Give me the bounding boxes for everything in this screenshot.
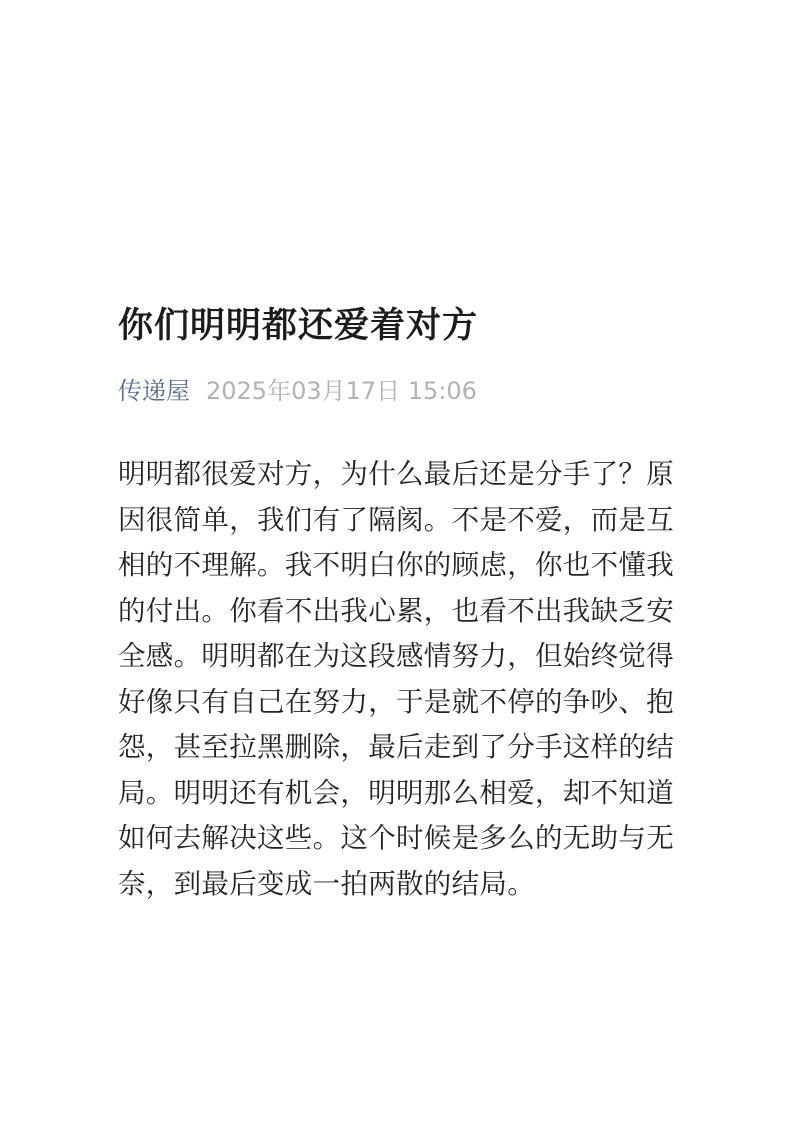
publish-date: 2025年03月17日 15:06: [206, 377, 477, 405]
article: [118, 300, 688, 907]
article-meta: [118, 374, 688, 408]
author-link[interactable]: 传递屋: [118, 377, 190, 405]
article-body: 明明都很爱对方，为什么最后还是分手了？原因很简单，我们有了隔阂。不是不爱，而是互相的不理解。我不明白你的顾虑，你也不懂我的付出。你看不出我心累，也看不出我缺乏安全感。明明都在为这段感情努力，但始终觉得好像只有自己在努力，于是就不停的争吵、抱怨，甚至拉黑删除，最后走到了分手这样的结局。明明还有机会，明明那么相爱，却不知道如何去解决这些。这个时候是多么的无助与无奈，到最后变成一拍两散的结局。: [118, 458, 674, 900]
article-title: 你们明明都还爱着对方: [118, 306, 479, 346]
